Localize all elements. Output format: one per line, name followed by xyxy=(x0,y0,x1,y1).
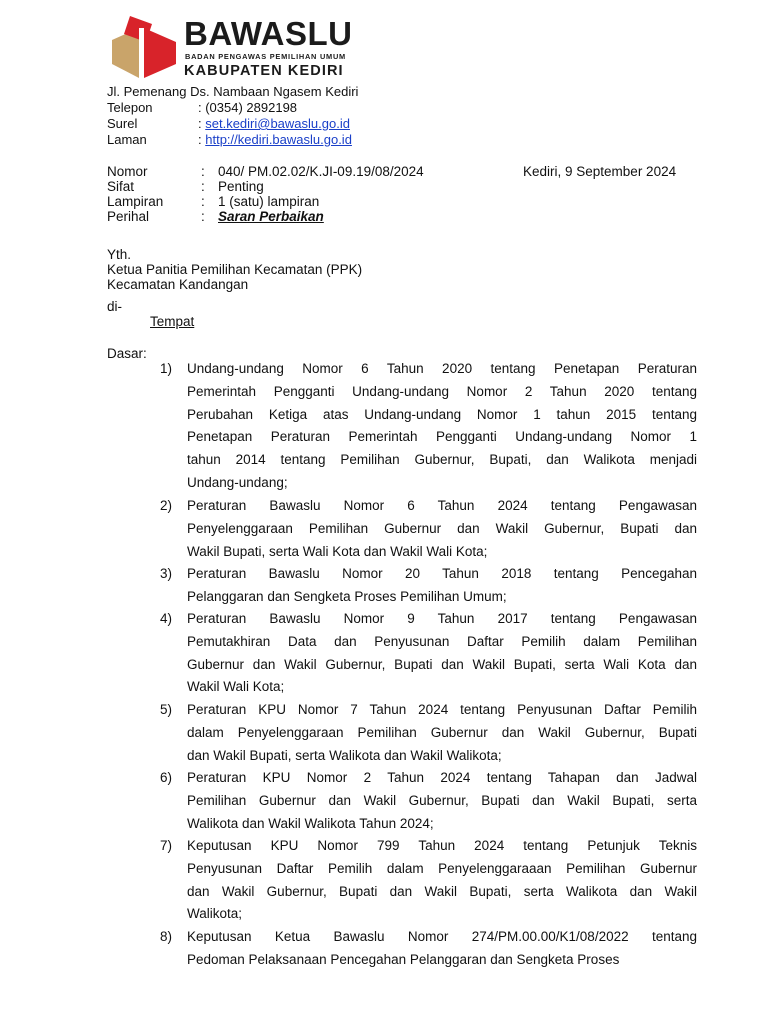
item-number: 8) xyxy=(160,929,173,944)
addressee-yth: Yth. xyxy=(107,247,132,262)
phone-value: : (0354) 2892198 xyxy=(198,100,298,115)
letterhead-logo xyxy=(110,14,370,80)
item-text-line: Gubernur dan Wakil Gubernur, Bupati dan Wakil Bupati, serta Wali Kota dan xyxy=(187,656,697,672)
item-text-line: Keputusan KPU Nomor 799 Tahun 2024 tentang Petunjuk Teknis xyxy=(187,838,697,853)
perihal-label: Perihal xyxy=(107,209,150,224)
item-text xyxy=(187,835,697,926)
item-number: 2) xyxy=(160,498,173,513)
item-text-line: Penyusunan Daftar Pemilih dalam Penyelenggaraaan Pemilihan Gubernur xyxy=(187,860,697,876)
website-colon: : xyxy=(198,132,206,147)
item-text-line: Pemerintah Pengganti Undang-undang Nomor 2 Tahun 2020 tentang xyxy=(187,383,697,399)
item-text-line: Walikota dan Wakil Walikota Tahun 2024; xyxy=(187,815,434,831)
website-link[interactable]: http://kediri.bawaslu.go.id xyxy=(205,132,352,147)
bawaslu-emblem-icon xyxy=(110,14,178,80)
sifat-label: Sifat xyxy=(107,179,135,194)
letter-date: Kediri, 9 September 2024 xyxy=(523,164,677,179)
item-text xyxy=(187,608,697,699)
item-text-line: dan Wakil Bupati, serta Walikota dan Wakil Walikota; xyxy=(187,747,502,763)
item-text-line: Peraturan KPU Nomor 2 Tahun 2024 tentang Tahapan dan Jadwal xyxy=(187,770,697,785)
item-text-line: Walikota; xyxy=(187,906,243,922)
email-colon: : xyxy=(198,116,206,131)
sifat-value: Penting xyxy=(218,179,264,194)
item-text-line: Wakil Wali Kota; xyxy=(187,679,285,695)
addressee-line-2: Kecamatan Kandangan xyxy=(107,277,249,292)
item-text-line: Undang-undang Nomor 6 Tahun 2020 tentang Penetapan Peraturan xyxy=(187,361,697,376)
item-text-line: Peraturan KPU Nomor 7 Tahun 2024 tentang Penyusunan Daftar Pemilih xyxy=(187,702,697,717)
website-value-wrapper xyxy=(198,132,352,148)
item-text xyxy=(187,767,697,835)
email-link[interactable]: set.kediri@bawaslu.go.id xyxy=(205,116,350,131)
item-number: 7) xyxy=(160,838,173,853)
item-text-line: Penyelenggaraan Pemilihan Gubernur dan Wakil Gubernur, Bupati dan xyxy=(187,520,697,536)
item-text-line: Pelanggaran dan Sengketa Proses Pemilihan Umum; xyxy=(187,588,507,604)
item-text-line: Keputusan Ketua Bawaslu Nomor 274/PM.00.00/K1/08/2022 tentang xyxy=(187,929,697,944)
phone-label: Telepon xyxy=(107,100,153,115)
item-text xyxy=(187,563,697,609)
sifat-colon: : xyxy=(201,179,205,194)
sifat-row xyxy=(107,179,707,194)
org-subtitle: BADAN PENGAWAS PEMILIHAN UMUM xyxy=(185,52,346,61)
item-text xyxy=(187,358,697,495)
item-text-line: Penetapan Peraturan Pemerintah Pengganti Undang-undang Nomor 1 xyxy=(187,429,697,445)
item-text-line: Wakil Bupati, serta Wali Kota dan Wakil Wali Kota; xyxy=(187,543,488,559)
lampiran-row xyxy=(107,194,707,209)
item-number: 1) xyxy=(160,361,173,376)
item-text-line: dalam Penyelenggaraan Pemilihan Gubernur dan Wakil Gubernur, Bupati xyxy=(187,724,697,740)
addressee-tempat: Tempat xyxy=(150,314,195,329)
item-text-line: Peraturan Bawaslu Nomor 20 Tahun 2018 tentang Pencegahan xyxy=(187,566,697,581)
address-text: Jl. Pemenang Ds. Nambaan Ngasem Kediri xyxy=(107,84,359,99)
item-number: 5) xyxy=(160,702,173,717)
addressee-di: di- xyxy=(107,299,123,314)
item-text-line: Peraturan Bawaslu Nomor 9 Tahun 2017 tentang Pengawasan xyxy=(187,611,697,626)
nomor-colon: : xyxy=(201,164,205,179)
lampiran-colon: : xyxy=(201,194,205,209)
email-label: Surel xyxy=(107,116,138,131)
perihal-colon: : xyxy=(201,209,205,224)
item-text xyxy=(187,495,697,563)
website-label: Laman xyxy=(107,132,147,147)
item-number: 3) xyxy=(160,566,173,581)
addressee-block xyxy=(107,247,362,292)
item-text-line: Perubahan Ketiga atas Undang-undang Nomor 1 tahun 2015 tentang xyxy=(187,406,697,422)
org-name: BAWASLU xyxy=(184,15,353,52)
item-text-line: tahun 2014 tentang Pemilihan Gubernur, Bupati, dan Walikota menjadi xyxy=(187,452,697,468)
dasar-heading: Dasar: xyxy=(107,346,147,361)
item-text-line: dan Wakil Gubernur, Bupati dan Wakil Bupati, serta Walikota dan Wakil xyxy=(187,883,697,899)
item-text-line: Undang-undang; xyxy=(187,474,288,490)
email-value-wrapper xyxy=(198,116,350,132)
lampiran-value: 1 (satu) lampiran xyxy=(218,194,320,209)
perihal-value: Saran Perbaikan xyxy=(218,209,324,224)
item-number: 6) xyxy=(160,770,173,785)
org-region: KABUPATEN KEDIRI xyxy=(184,63,344,79)
lampiran-label: Lampiran xyxy=(107,194,164,209)
item-text-line: Peraturan Bawaslu Nomor 6 Tahun 2024 tentang Pengawasan xyxy=(187,498,697,513)
item-number: 4) xyxy=(160,611,173,626)
item-text-line: Pemutakhiran Data dan Penyusunan Daftar Pemilih dalam Pemilihan xyxy=(187,633,697,649)
perihal-row xyxy=(107,209,707,224)
item-text-line: Pedoman Pelaksanaan Pencegahan Pelanggaran dan Sengketa Proses xyxy=(187,951,620,967)
addressee-line-1: Ketua Panitia Pemilihan Kecamatan (PPK) xyxy=(107,262,363,277)
item-text xyxy=(187,926,697,972)
nomor-value: 040/ PM.02.02/K.JI-09.19/08/2024 xyxy=(218,164,424,179)
item-text xyxy=(187,699,697,767)
item-text-line: Pemilihan Gubernur dan Wakil Gubernur, Bupati dan Wakil Bupati, serta xyxy=(187,792,697,808)
nomor-label: Nomor xyxy=(107,164,148,179)
